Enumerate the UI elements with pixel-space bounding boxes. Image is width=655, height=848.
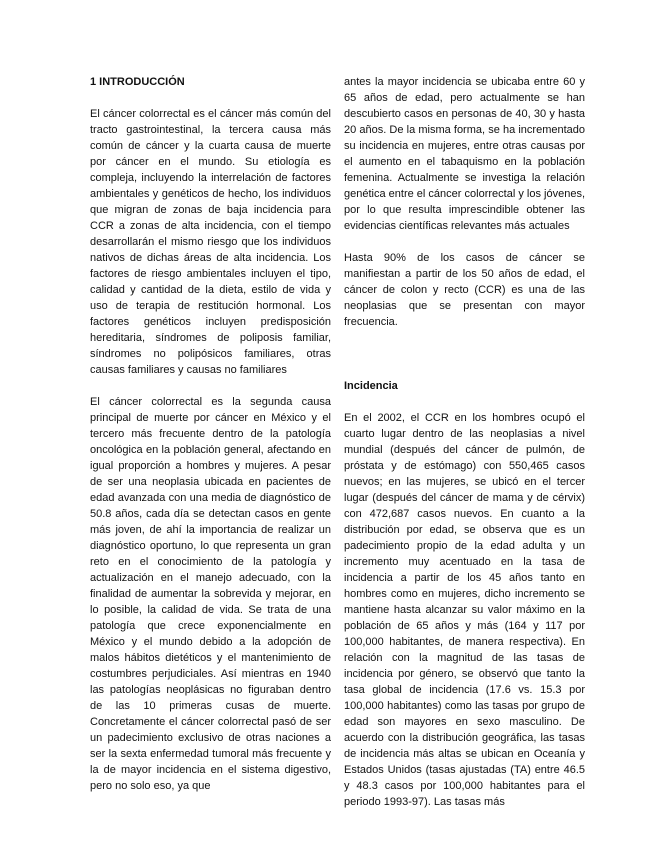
right-column [344, 74, 585, 826]
left-column [90, 74, 331, 810]
age-paragraph: Hasta 90% de los casos de cáncer se manifiestan a partir de los 50 años de edad, el cáncer de colon y recto (CCR) es una de las neoplasias que se presentan con mayor frecuencia. [344, 252, 585, 328]
section-gap [344, 346, 585, 378]
incidence-paragraph: En el 2002, el CCR en los hombres ocupó el cuarto lugar dentro de las neoplasias a nivel mundial (después del cáncer de pulmón, de próstata y de estómago) con 550,465 casos nuevos; en las mujeres, se ubicó en el tercer lugar (después del cáncer de mama y de cérvix) con 472,687 casos nuevos. En cuanto a la distribución por edad, se observa que es un padecimiento propio de la edad adulta y un incremento muy acentuado en la tasa de incidencia a partir de los 45 años tanto en hombres como en mujeres, dicho incremento se mantiene hasta alcanzar su valor máximo en la población de 65 años y más (164 y 117 por 100,000 habitantes, de manera respectiva). En relación con la magnitud de las tasas de incidencia por género, se observó que tanto la tasa global de incidencia (17.6 vs. 15.3 por 100,000 habitantes) como las tasas por grupo de edad son mayores en sexo masculino. De acuerdo con la distribución geográfica, las tasas de incidencia más altas se ubican en Oceanía y Estados Unidos (tasas ajustadas (TA) entre 46.5 y 48.3 casos por 100,000 habitantes para el periodo 1993-97). Las tasas más [344, 412, 585, 808]
intro-paragraph-1: El cáncer colorrectal es el cáncer más común del tracto gastrointestinal, la tercera causa más común de cáncer y la cuarta causa de muerte por cáncer en el mundo. Su etiología es compleja, incluyendo la interrelación de factores ambientales y genéticos de hecho, los individuos que migran de zonas de baja incidencia para CCR a zonas de alta incidencia, con el tiempo desarrollarán el mismo riesgo que los individuos nativos de dichas áreas de alta incidencia. Los factores de riesgo ambientales incluyen el tipo, calidad y cantidad de la dieta, estilo de vida y uso de terapia de restitución hormonal. Los factores genéticos incluyen predisposición hereditaria, síndromes de poliposis familiar, síndromes no polipósicos familiares, otras causas familiares y causas no familiares [90, 108, 331, 376]
intro-paragraph-2: El cáncer colorrectal es la segunda causa principal de muerte por cáncer en México y el tercero más frecuente dentro de la patología oncológica en la población general, afectando en igual proporción a hombres y mujeres. A pesar de ser una neoplasia ubicada en pacientes de edad avanzada con una media de diagnóstico de 50.8 años, cada día se detectan casos en gente más joven, de ahí la importancia de realizar un diagnóstico oportuno, lo que representa un gran reto en el conocimiento de la patología y actualización en el manejo adecuado, con la finalidad de aumentar la sobrevida y mejorar, en lo posible, la calidad de vida. Se trata de una patología que crece exponencialmente en México y el mundo debido a la adopción de malos hábitos dietéticos y el mantenimiento de costumbres perjudiciales. Así mientras en 1940 las patologías neoplásicas no figuraban dentro de las 10 primeras cusas de muerte. Concretamente el cáncer colorrectal pasó de ser un padecimiento exclusivo de otras naciones a ser la sexta enfermedad tumoral más frecuente y la de mayor incidencia en el sistema digestivo, pero no solo eso, ya que [90, 396, 331, 792]
section-heading-incidencia: Incidencia [344, 380, 398, 392]
section-heading-introduccion: 1 INTRODUCCIÓN [90, 76, 185, 88]
continuation-paragraph: antes la mayor incidencia se ubicaba entre 60 y 65 años de edad, pero actualmente se han descubierto casos en personas de 40, 30 y hasta 20 años. De la misma forma, se ha incrementado su incidencia en mujeres, entre otras causas por el aumento en el tabaquismo en la población femenina. Actualmente se investiga la relación genética entre el cáncer colorrectal y los jóvenes, por lo que resulta imprescindible obtener las evidencias científicas relevantes más actuales [344, 76, 585, 232]
